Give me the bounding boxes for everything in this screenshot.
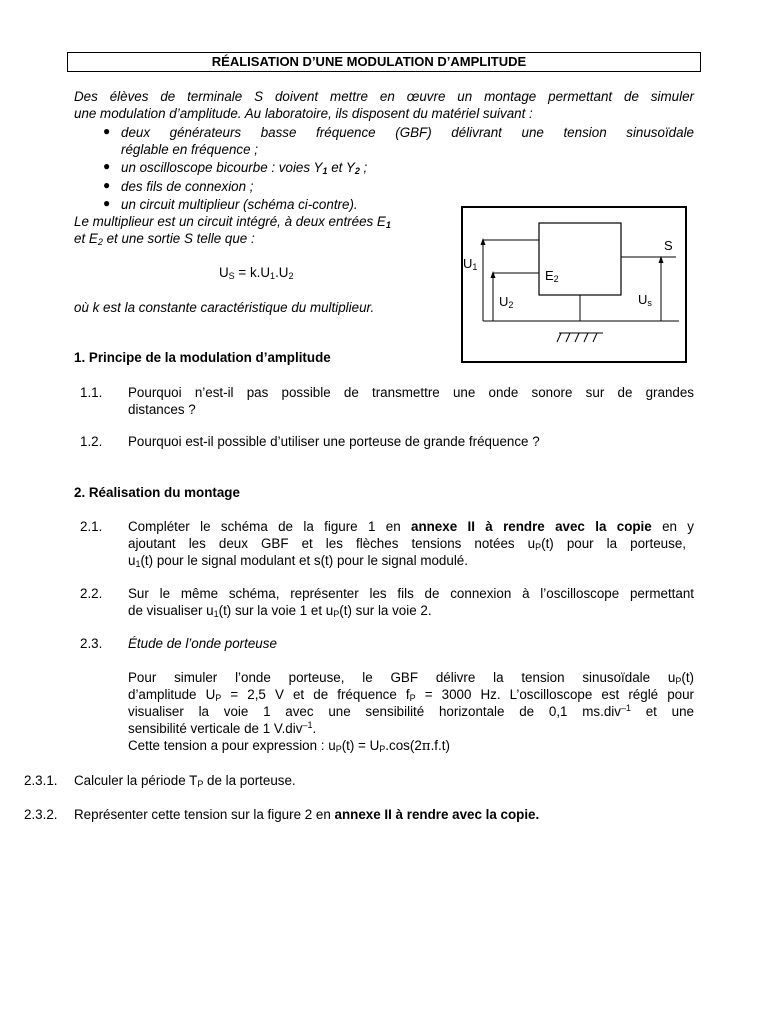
u1-arrow-head bbox=[481, 238, 486, 245]
bullet-wires: des fils de connexion ; bbox=[121, 179, 254, 194]
bullet-multiplier: un circuit multiplieur (schéma ci-contre). bbox=[121, 197, 358, 212]
multiplier-block bbox=[539, 223, 621, 295]
ground-symbol-icon bbox=[557, 333, 603, 342]
q-2-3-1-number: 2.3.1. bbox=[24, 773, 58, 788]
section-2-heading: 2. Réalisation du montage bbox=[74, 485, 240, 500]
bullet-icon: ● bbox=[103, 124, 111, 138]
q-1-2-number: 1.2. bbox=[80, 434, 103, 449]
carrier-para-line-2: d’amplitude $U_P = 2,5$ V et de fréquence $f_P = 3000$ Hz. L’oscilloscope est réglé pour bbox=[128, 687, 695, 703]
bullet-gbf-line-1: deux générateurs basse fréquence (GBF) délivrant une tension sinusoïdale bbox=[121, 125, 694, 140]
carrier-para-line-3: visualiser la voie 1 avec une sensibilité horizontale de 0,1 ms.div$^{-1}$ et une bbox=[128, 703, 694, 719]
intro-line-2: une modulation d’amplitude. Au laboratoire, ils disposent du matériel suivant : bbox=[74, 106, 533, 121]
page-title: RÉALISATION D’UNE MODULATION D’AMPLITUDE bbox=[67, 52, 701, 72]
circuit-diagram bbox=[461, 206, 687, 363]
multiplier-line-1: Le multiplieur est un circuit intégré, à deux entrées $E_1$ bbox=[74, 214, 391, 230]
carrier-para-line-4: sensibilité verticale de 1 V.div$^{-1}$. bbox=[128, 720, 317, 736]
q-2-3-title: Étude de l’onde porteuse bbox=[128, 636, 277, 651]
section-1-heading: 1. Principe de la modulation d’amplitude bbox=[74, 350, 331, 365]
multiplier-line-2: et $E_2$ et une sortie S telle que : bbox=[74, 231, 255, 247]
q-2-1-line-2: ajoutant les deux GBF et les flèches tensions notées $u_P(t)$ pour la porteuse, bbox=[128, 536, 686, 552]
q-2-3-2-number: 2.3.2. bbox=[24, 807, 58, 822]
q-2-2-line-2: de visualiser $u_1(t)$ sur la voie 1 et $u_P(t)$ sur la voie 2. bbox=[128, 603, 432, 619]
circuit-label-e2: $E_2$ bbox=[545, 268, 559, 284]
q-2-3-1-text: Calculer la période $T_P$ de la porteuse. bbox=[74, 773, 296, 789]
u2-arrow-head bbox=[491, 271, 496, 278]
circuit-label-u2: $U_2$ bbox=[499, 294, 514, 310]
carrier-para-line-1: Pour simuler l’onde porteuse, le GBF délivre la tension sinusoïdale $u_P(t)$ bbox=[128, 670, 694, 686]
circuit-label-u1: $U_1$ bbox=[463, 256, 478, 272]
q-2-1-number: 2.1. bbox=[80, 519, 103, 534]
q-2-3-number: 2.3. bbox=[80, 636, 103, 651]
q-2-2-number: 2.2. bbox=[80, 586, 103, 601]
bullet-gbf-line-2: réglable en fréquence ; bbox=[121, 142, 258, 157]
bullet-icon: ● bbox=[103, 178, 111, 192]
q-1-1-line-1: Pourquoi n’est-il pas possible de transmettre une onde sonore sur de grandes bbox=[128, 385, 694, 400]
q-2-1-line-3: $u_1(t)$ pour le signal modulant et s(t) pour le signal modulé. bbox=[128, 553, 468, 569]
multiplier-constant-note: où k est la constante caractéristique du multiplieur. bbox=[74, 300, 375, 315]
q-2-1-line-1: Compléter le schéma de la figure 1 en annexe II à rendre avec la copie en y bbox=[128, 519, 694, 534]
q-1-1-line-2: distances ? bbox=[128, 402, 196, 417]
carrier-expression: Cette tension a pour expression : $u_P(t) = U_P.\cos(2\pi.f.t)$ bbox=[128, 738, 450, 754]
q-1-2-text: Pourquoi est-il possible d’utiliser une porteuse de grande fréquence ? bbox=[128, 434, 540, 449]
circuit-label-us: $U_s$ bbox=[638, 292, 652, 308]
q-2-3-2-text: Représenter cette tension sur la figure 2 en annexe II à rendre avec la copie. bbox=[74, 807, 540, 822]
bullet-icon: ● bbox=[103, 196, 111, 210]
q-2-2-line-1: Sur le même schéma, représenter les fils de connexion à l’oscilloscope permettant bbox=[128, 586, 694, 601]
circuit-label-s: S bbox=[664, 238, 673, 253]
intro-line-1: Des élèves de terminale S doivent mettre en œuvre un montage permettant de simuler bbox=[74, 89, 694, 104]
q-1-1-number: 1.1. bbox=[80, 385, 103, 400]
bullet-icon: ● bbox=[103, 159, 111, 173]
bullet-oscilloscope: un oscilloscope bicourbe : voies $Y_1$ et $Y_2$ ; bbox=[121, 160, 368, 176]
multiplier-formula: $U_S = k.U_1.U_2$ bbox=[219, 265, 294, 281]
